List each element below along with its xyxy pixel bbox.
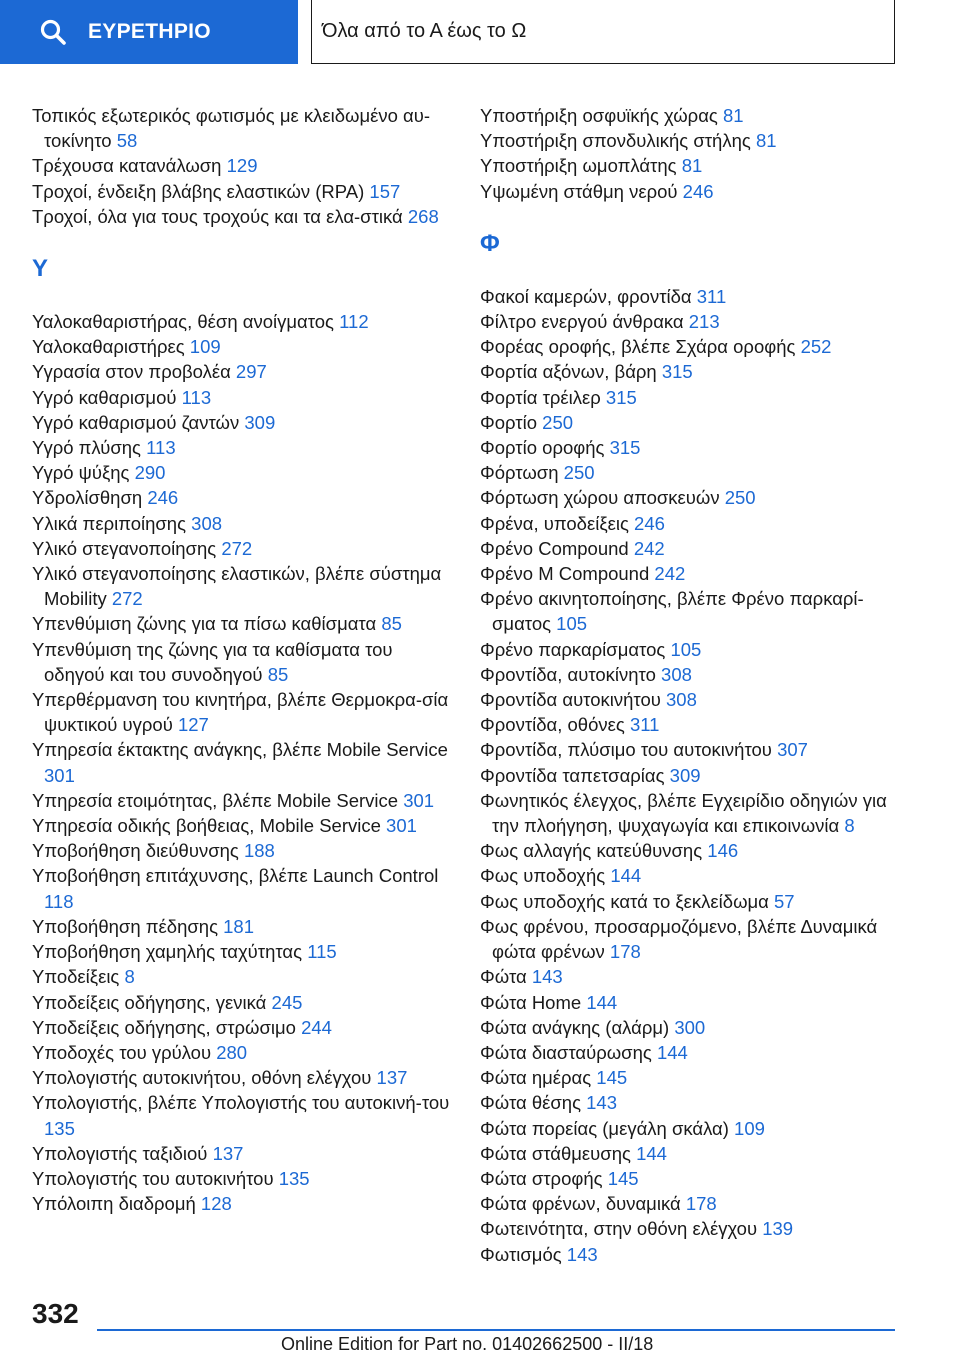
index-entry-term: Υγρασία στον προβολέα xyxy=(32,361,231,383)
page-link[interactable]: 85 xyxy=(267,663,289,685)
index-entry xyxy=(32,536,452,561)
index-entry-term: Φώτα xyxy=(480,966,527,988)
index-entry xyxy=(32,637,452,687)
index-entry-term: Φώτα πορείας (μεγάλη σκάλα) xyxy=(480,1117,729,1139)
page-link[interactable]: 315 xyxy=(661,361,693,383)
index-entry-term: Υποστήριξη οσφυϊκής χώρας xyxy=(480,105,718,126)
index-entry xyxy=(32,359,452,384)
page-link[interactable]: 246 xyxy=(634,512,665,534)
index-entry xyxy=(32,838,452,863)
index-entry xyxy=(480,586,900,636)
index-entry xyxy=(480,485,900,510)
page-link[interactable]: 242 xyxy=(654,563,686,585)
page-link[interactable]: 129 xyxy=(226,155,258,177)
index-entry xyxy=(480,964,900,989)
index-column-right xyxy=(480,103,900,1267)
index-entry-term: Υπενθύμιση της ζώνης για τα καθίσματα του οδηγού και του συνοδηγού xyxy=(32,638,393,685)
index-entry-term: Υπενθύμιση ζώνης για τα πίσω καθίσματα xyxy=(32,613,377,635)
index-entry xyxy=(32,153,452,178)
index-entry-term: Φορτίο οροφής xyxy=(480,437,605,459)
index-entry xyxy=(32,687,452,737)
index-entry xyxy=(480,1090,900,1115)
page-link[interactable]: 300 xyxy=(674,1016,706,1038)
index-entry xyxy=(32,990,452,1015)
breadcrumb-label: Όλα από το Α έως το Ω xyxy=(322,20,527,42)
page-link[interactable]: 308 xyxy=(666,689,697,711)
index-section-heading: Υ xyxy=(32,255,49,283)
index-entry-term: Τοπικός εξωτερικός φωτισμός με κλειδωμένο αυ‐τοκίνητο xyxy=(32,105,431,152)
page-link[interactable]: 181 xyxy=(223,915,255,937)
index-entry-term: Φορέας οροφής, βλέπε Σχάρα οροφής xyxy=(480,336,796,358)
index-entry xyxy=(32,385,452,410)
index-entry xyxy=(480,179,900,204)
page-link[interactable]: 213 xyxy=(688,311,720,333)
page-link[interactable]: 143 xyxy=(566,1243,598,1265)
index-entry-term: Υπολογιστής αυτοκινήτου, οθόνη ελέγχου xyxy=(32,1067,372,1089)
index-entry-term: Φρένο ακινητοποίησης, βλέπε Φρένο παρκαρί‐σματος xyxy=(480,588,864,635)
index-entry xyxy=(32,561,452,611)
index-entry-term: Φρένο παρκαρίσματος xyxy=(480,638,666,660)
index-entry-term: Υαλοκαθαριστήρες xyxy=(32,336,185,358)
page-link[interactable]: 127 xyxy=(177,714,209,736)
index-entry xyxy=(32,1191,452,1216)
page-link[interactable]: 144 xyxy=(586,991,618,1013)
page-link[interactable]: 301 xyxy=(386,815,417,837)
index-entry xyxy=(32,103,452,153)
page-link[interactable]: 245 xyxy=(271,991,303,1013)
index-entry-term: Φώτα στάθμευσης xyxy=(480,1142,631,1164)
page-link[interactable]: 308 xyxy=(661,663,692,685)
index-entry-term: Φορτία τρέιλερ xyxy=(480,386,601,408)
index-entry xyxy=(480,712,900,737)
page-link[interactable]: 143 xyxy=(531,966,563,988)
index-tab-label: ΕΥΡΕΤΗΡΙΟ xyxy=(88,20,211,43)
index-entry xyxy=(480,788,900,838)
index-entry-term: Φροντίδα, πλύσιμο του αυτοκινήτου xyxy=(480,739,772,761)
page-link[interactable]: 272 xyxy=(111,588,143,610)
index-entry-term: Υποδείξεις οδήγησης, γενικά xyxy=(32,991,267,1013)
page-link[interactable]: 308 xyxy=(191,512,223,534)
page-link[interactable]: 137 xyxy=(212,1142,244,1164)
index-entry-term: Υπηρεσία ετοιμότητας, βλέπε Mobile Service xyxy=(32,789,399,811)
index-entry xyxy=(32,1141,452,1166)
index-entry xyxy=(480,687,900,712)
page-link[interactable]: 8 xyxy=(124,966,135,988)
index-entry xyxy=(480,1040,900,1065)
index-entry-term: Φώτα στροφής xyxy=(480,1167,603,1189)
index-entry xyxy=(32,611,452,636)
index-entry xyxy=(480,359,900,384)
index-entry xyxy=(480,460,900,485)
index-entry-term: Τροχοί, όλα για τους τροχούς και τα ελα‐στικά xyxy=(32,205,403,227)
page-link[interactable]: 311 xyxy=(696,285,727,307)
index-entry xyxy=(480,1015,900,1040)
index-entry-term: Υπολογιστής ταξιδιού xyxy=(32,1142,208,1164)
page-link[interactable]: 250 xyxy=(724,487,756,509)
index-entry-term: Υγρό πλύσης xyxy=(32,437,141,459)
index-entry xyxy=(480,128,900,153)
index-entry xyxy=(480,511,900,536)
index-entry-term: Υποβοήθηση επιτάχυνσης, βλέπε Launch Control xyxy=(32,865,439,887)
page-link[interactable]: 311 xyxy=(629,714,660,736)
index-entry-term: Υποστήριξη ωμοπλάτης xyxy=(480,155,677,177)
index-entry-term: Υλικό στεγανοποίησης xyxy=(32,537,217,559)
index-entry xyxy=(480,284,900,309)
page-link[interactable]: 58 xyxy=(116,130,138,152)
page-link[interactable]: 105 xyxy=(556,613,588,635)
page-link[interactable]: 144 xyxy=(656,1041,688,1063)
index-entry-term: Υδρολίσθηση xyxy=(32,487,143,509)
page-link[interactable]: 113 xyxy=(146,437,176,459)
index-entry-term: Υπολογιστής, βλέπε Υπολογιστής του αυτοκινή‐του xyxy=(32,1092,450,1114)
page-link[interactable]: 81 xyxy=(681,155,703,177)
index-entry-term: Φώτα φρένων, δυναμικά xyxy=(480,1193,681,1215)
index-entry xyxy=(32,204,452,229)
page-link[interactable]: 115 xyxy=(307,941,337,963)
index-entry-term: Υποδείξεις xyxy=(32,966,120,988)
index-entry-term: Φώτα διασταύρωσης xyxy=(480,1041,652,1063)
index-entry xyxy=(480,838,900,863)
index-entry xyxy=(480,990,900,1015)
page-link[interactable]: 145 xyxy=(607,1167,639,1189)
page-link[interactable]: 178 xyxy=(609,941,641,963)
index-entry xyxy=(480,435,900,460)
page-link[interactable]: 118 xyxy=(44,890,74,912)
page-link[interactable]: 246 xyxy=(147,487,179,509)
index-entry xyxy=(32,1090,452,1140)
index-entry xyxy=(480,1116,900,1141)
page-link[interactable]: 315 xyxy=(609,437,641,459)
page-link[interactable]: 145 xyxy=(596,1067,628,1089)
page-link[interactable]: 309 xyxy=(669,764,701,786)
page-link[interactable]: 244 xyxy=(301,1016,332,1038)
index-entry xyxy=(32,737,452,787)
page-link[interactable]: 109 xyxy=(734,1117,765,1139)
index-entry xyxy=(480,1216,900,1241)
index-entry xyxy=(480,153,900,178)
index-entry-term: Φόρτωση χώρου αποσκευών xyxy=(480,487,720,509)
page-link[interactable]: 144 xyxy=(610,865,642,887)
page-link[interactable]: 146 xyxy=(707,840,739,862)
page-link[interactable]: 85 xyxy=(381,613,402,635)
page-link[interactable]: 8 xyxy=(844,815,855,837)
index-entry xyxy=(480,334,900,359)
index-entry-term: Φως αλλαγής κατεύθυνσης xyxy=(480,840,703,862)
index-entry-term: Φροντίδα ταπετσαρίας xyxy=(480,764,665,786)
index-entry xyxy=(480,1166,900,1191)
page-number: 332 xyxy=(32,1298,79,1329)
index-entry-term: Υπολογιστής του αυτοκινήτου xyxy=(32,1167,274,1189)
index-entry xyxy=(480,1191,900,1216)
page-link[interactable]: 268 xyxy=(407,205,439,227)
index-entry-term: Υποδείξεις οδήγησης, στρώσιμο xyxy=(32,1016,296,1038)
index-entry-term: Φροντίδα, οθόνες xyxy=(480,714,625,736)
page-link[interactable]: 301 xyxy=(403,789,435,811)
index-entry xyxy=(32,410,452,435)
index-entry-term: Υπηρεσία οδικής βοήθειας, Mobile Service xyxy=(32,815,381,837)
index-entry-term: Φωνητικός έλεγχος, βλέπε Εγχειρίδιο οδηγιών για την πλοήγηση, ψυχαγωγία και επικοινωνία xyxy=(480,789,887,837)
index-entry xyxy=(32,813,452,838)
page-link[interactable]: 143 xyxy=(586,1092,617,1114)
index-entry-term: Υγρό καθαρισμού ζαντών xyxy=(32,411,240,433)
index-entry-term: Υγρό καθαρισμού xyxy=(32,386,177,408)
page-link[interactable]: 309 xyxy=(244,411,276,433)
page-link[interactable]: 188 xyxy=(243,840,275,862)
index-entry xyxy=(480,914,900,964)
index-entry-term: Υαλοκαθαριστήρας, θέση ανοίγματος xyxy=(32,311,334,333)
index-entry-term: Υγρό ψύξης xyxy=(32,462,130,484)
index-entry-term: Φώτα ανάγκης (αλάρμ) xyxy=(480,1016,670,1038)
index-entry xyxy=(32,1015,452,1040)
page-link[interactable]: 109 xyxy=(189,336,221,358)
page-link[interactable]: 252 xyxy=(800,336,832,358)
index-entry xyxy=(32,863,452,913)
page-link[interactable]: 246 xyxy=(682,180,714,202)
index-entry-term: Υπερθέρμανση του κινητήρα, βλέπε Θερμοκρα‐σία ψυκτικού υγρού xyxy=(32,689,449,736)
index-entry-term: Φροντίδα, αυτοκίνητο xyxy=(480,663,656,685)
index-entry-term: Φρένο M Compound xyxy=(480,563,650,585)
index-entry xyxy=(480,385,900,410)
index-entry xyxy=(32,788,452,813)
index-entry-term: Υλικό στεγανοποίησης ελαστικών, βλέπε σύστημα Mobility xyxy=(32,563,442,610)
index-entry xyxy=(480,410,900,435)
index-entry xyxy=(32,309,452,334)
index-entry-term: Υλικά περιποίησης xyxy=(32,512,187,534)
index-entry-term: Φώτα ημέρας xyxy=(480,1067,592,1089)
page-link[interactable]: 280 xyxy=(216,1041,248,1063)
page-link[interactable]: 139 xyxy=(762,1218,794,1240)
page-link[interactable]: 157 xyxy=(369,180,401,202)
search-icon xyxy=(40,19,66,45)
index-entry xyxy=(32,334,452,359)
index-entry xyxy=(480,763,900,788)
index-section-heading: Φ xyxy=(480,229,500,257)
index-entry-term: Τρέχουσα κατανάλωση xyxy=(32,155,222,177)
index-entry xyxy=(32,460,452,485)
index-entry-term: Φόρτωση xyxy=(480,462,559,484)
page-link[interactable]: 250 xyxy=(563,462,595,484)
index-entry xyxy=(32,1040,452,1065)
page-link[interactable]: 112 xyxy=(339,311,369,333)
page-link[interactable]: 105 xyxy=(670,638,702,660)
index-entry-term: Φώτα Home xyxy=(480,991,582,1013)
index-entry-term: Φακοί καμερών, φροντίδα xyxy=(480,285,692,307)
page-link[interactable]: 315 xyxy=(605,386,637,408)
page-link[interactable]: 307 xyxy=(777,739,808,761)
index-entry-term: Φως φρένου, προσαρμοζόμενο, βλέπε Δυναμικά φώτα φρένων xyxy=(480,915,878,963)
page-link[interactable]: 290 xyxy=(134,462,166,484)
index-entry xyxy=(32,964,452,989)
index-entry xyxy=(480,103,900,128)
page-link[interactable]: 250 xyxy=(542,411,574,433)
index-entry-term: Τροχοί, ένδειξη βλάβης ελαστικών (RPA) xyxy=(32,180,365,202)
index-entry xyxy=(32,179,452,204)
index-entry xyxy=(480,662,900,687)
page-link[interactable]: 242 xyxy=(633,537,665,559)
index-entry xyxy=(480,863,900,888)
page-link[interactable]: 57 xyxy=(774,890,795,912)
index-entry xyxy=(480,1141,900,1166)
page-link[interactable]: 301 xyxy=(44,764,75,786)
index-entry-term: Υποβοήθηση διεύθυνσης xyxy=(32,840,239,862)
index-entry xyxy=(480,737,900,762)
page-link[interactable]: 178 xyxy=(685,1193,717,1215)
index-entry-term: Υπηρεσία έκτακτης ανάγκης, βλέπε Mobile Service xyxy=(32,739,448,761)
page-link[interactable]: 144 xyxy=(636,1142,667,1164)
index-entry-term: Φροντίδα αυτοκινήτου xyxy=(480,689,661,711)
index-entry xyxy=(480,1242,900,1267)
index-entry-term: Υποβοήθηση χαμηλής ταχύτητας xyxy=(32,941,303,963)
index-entry-term: Υποστήριξη σπονδυλικής στήλης xyxy=(480,130,751,152)
breadcrumb[interactable] xyxy=(311,0,895,64)
index-entry xyxy=(32,939,452,964)
index-entry xyxy=(480,637,900,662)
index-entry xyxy=(32,511,452,536)
page-link[interactable]: 297 xyxy=(235,361,267,383)
index-entry-term: Φωτισμός xyxy=(480,1243,562,1265)
page-link[interactable]: 137 xyxy=(376,1067,408,1089)
page-link[interactable]: 81 xyxy=(755,130,777,152)
index-column-left xyxy=(32,103,452,1216)
index-entry xyxy=(32,485,452,510)
index-entry xyxy=(32,1065,452,1090)
index-entry xyxy=(480,536,900,561)
index-entry xyxy=(32,435,452,460)
index-entry xyxy=(480,1065,900,1090)
index-entry-term: Φως υποδοχής xyxy=(480,865,606,887)
index-entry-term: Υποδοχές του γρύλου xyxy=(32,1041,212,1063)
index-entry xyxy=(480,309,900,334)
page-link[interactable]: 128 xyxy=(200,1193,232,1215)
index-entry xyxy=(32,1166,452,1191)
page-link[interactable]: 272 xyxy=(221,537,253,559)
footer-divider xyxy=(97,1329,895,1331)
index-entry-term: Υψωμένη στάθμη νερού xyxy=(480,180,678,202)
page-link[interactable]: 81 xyxy=(722,105,744,126)
index-entry-term: Φως υποδοχής κατά το ξεκλείδωμα xyxy=(480,890,769,912)
index-tab[interactable] xyxy=(0,0,298,64)
header xyxy=(0,0,960,66)
index-entry-term: Φορτίο xyxy=(480,411,538,433)
index-entry-term: Φρένα, υποδείξεις xyxy=(480,512,629,534)
page-link[interactable]: 135 xyxy=(278,1167,310,1189)
index-entry-term: Υπόλοιπη διαδρομή xyxy=(32,1193,196,1215)
page-link[interactable]: 135 xyxy=(44,1117,75,1139)
index-entry-term: Φορτία αξόνων, βάρη xyxy=(480,361,657,383)
index-entry xyxy=(480,561,900,586)
index-entry-term: Φίλτρο ενεργού άνθρακα xyxy=(480,311,684,333)
page-link[interactable]: 113 xyxy=(181,386,212,408)
index-entry xyxy=(480,889,900,914)
index-entry-term: Φωτεινότητα, στην οθόνη ελέγχου xyxy=(480,1218,758,1240)
index-entry xyxy=(32,914,452,939)
index-entry-term: Υποβοήθηση πέδησης xyxy=(32,915,218,937)
index-entry-term: Φρένο Compound xyxy=(480,537,629,559)
edition-text: Online Edition for Part no. 01402662500 - II/18 xyxy=(281,1334,654,1354)
index-entry-term: Φώτα θέσης xyxy=(480,1092,581,1114)
